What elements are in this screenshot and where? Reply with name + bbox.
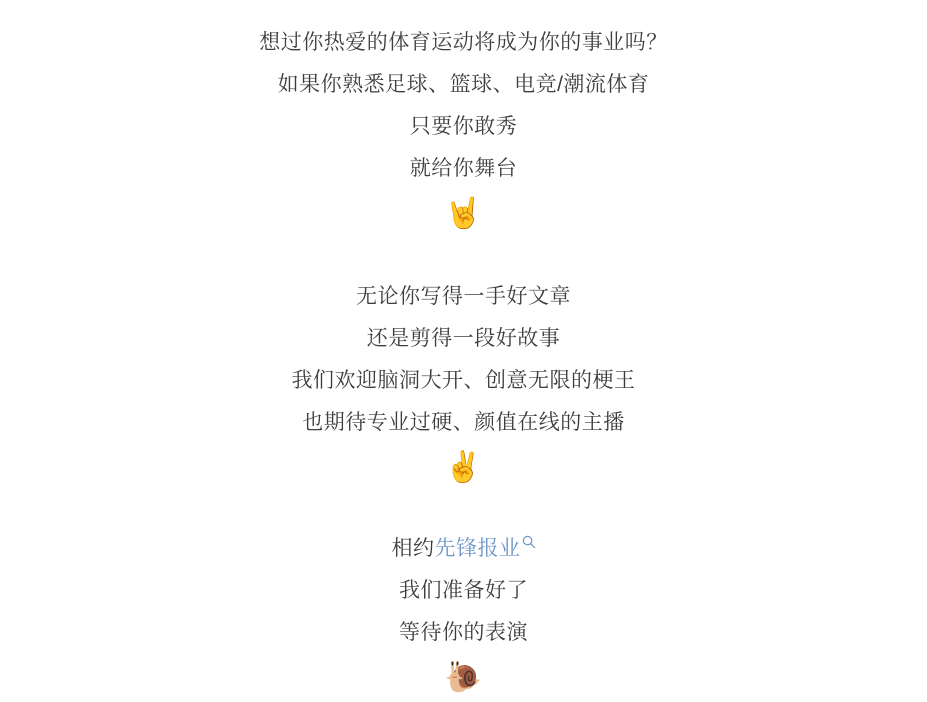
creators-line-4: 也期待专业过硬、颜值在线的主播 [302,411,625,434]
sports-line-1: 想过你热爱的体育运动将成为你的事业吗？ [259,31,668,54]
invitation-prefix: 相约 [391,537,435,560]
creators-line-1: 无论你写得一手好文章 [356,285,571,308]
sports-line-2: 如果你熟悉足球、篮球、电竞/潮流体育 [277,73,650,96]
sports-block [0,22,927,234]
creators-line-2: 还是剪得一段好故事 [366,327,561,350]
victory-hand-emoji: ✌️ [444,451,483,484]
creators-line-3: 我们欢迎脑洞大开、创意无限的梗王 [291,369,636,392]
creators-block [0,276,927,488]
invitation-line-2: 我们准备好了 [399,579,528,602]
invitation-line-3: 等待你的表演 [399,621,528,644]
sports-line-3: 只要你敢秀 [409,115,518,138]
search-icon[interactable] [522,535,536,549]
sports-line-4: 就给你舞台 [409,157,518,180]
invitation-block [0,528,927,698]
invitation-line-1 [392,528,536,570]
rock-hand-emoji: 🤘 [444,197,483,230]
snail-emoji: 🐌 [444,661,483,694]
company-link[interactable]: 先锋报业 [434,537,521,560]
